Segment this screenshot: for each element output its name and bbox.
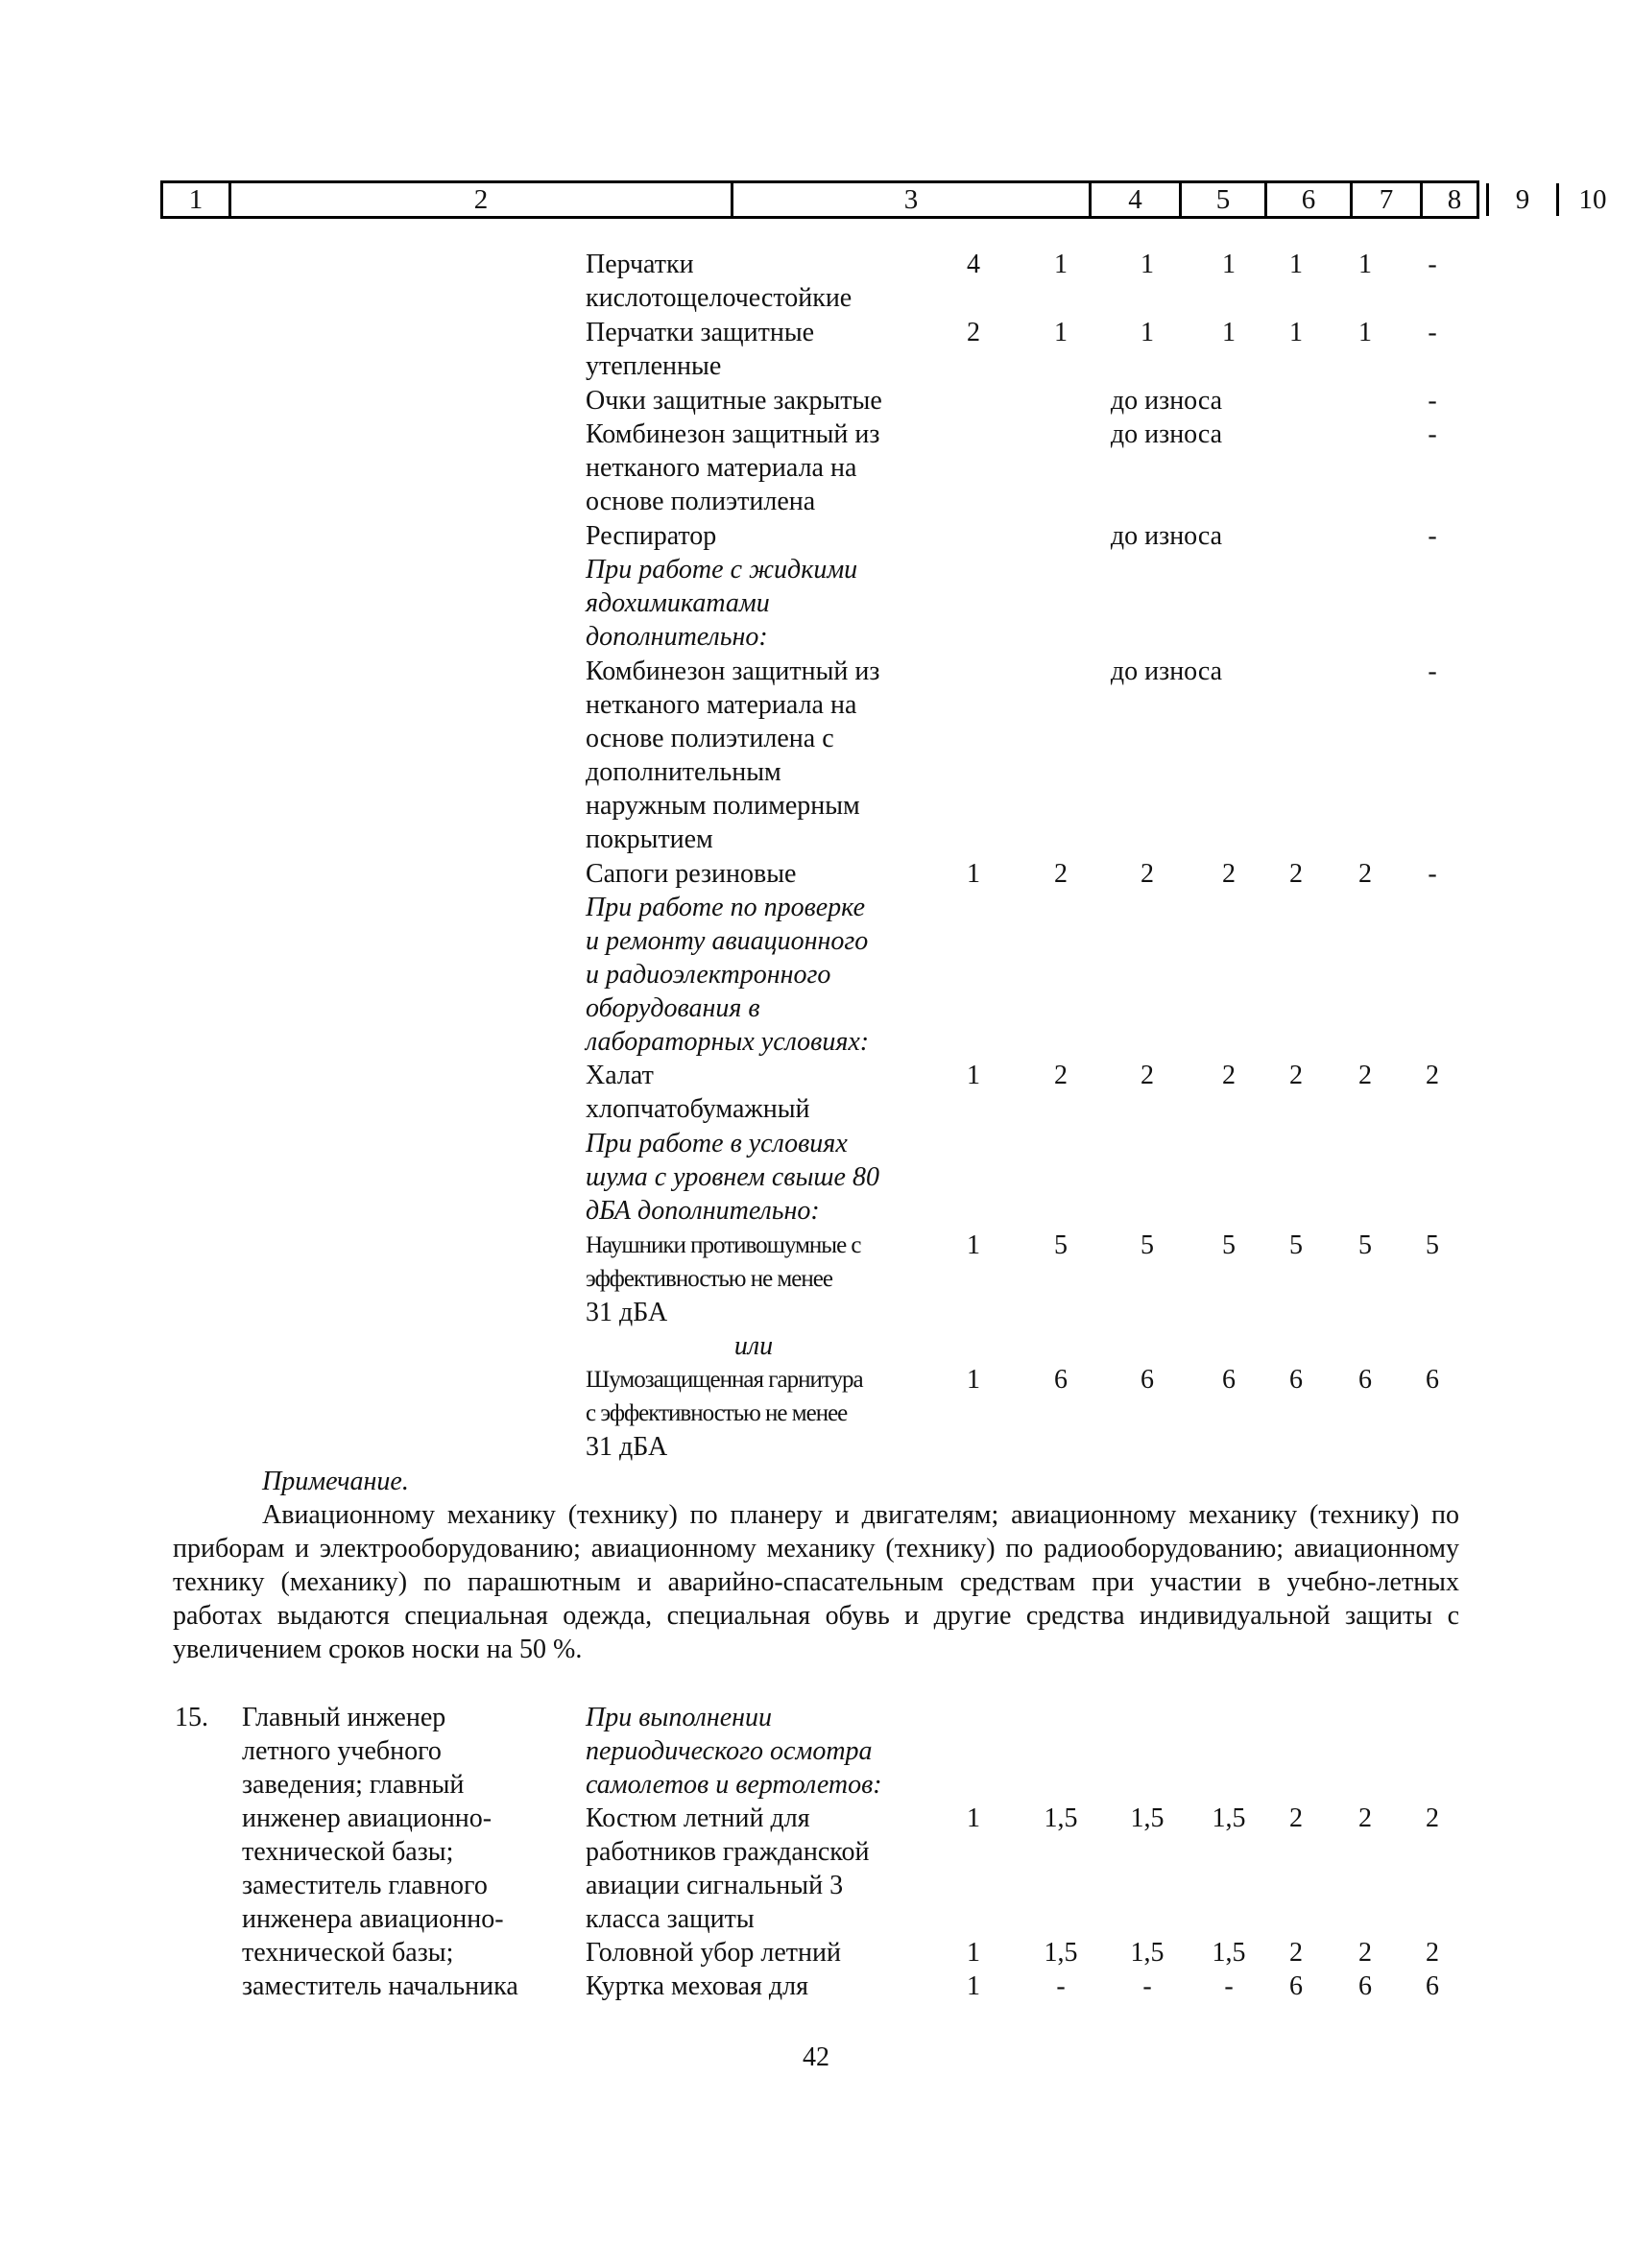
cell-value: 2 — [1358, 1061, 1372, 1090]
cell-value: 1,5 — [1044, 1803, 1078, 1833]
cell-value: 1,5 — [1130, 1938, 1165, 1968]
cell-value: 2 — [1358, 859, 1372, 889]
cell-value: 2 — [1426, 1938, 1439, 1968]
header-col-9: 9 — [1515, 184, 1530, 215]
cell-value: 2 — [1289, 1061, 1303, 1090]
cell-value: 2 — [1289, 1938, 1303, 1968]
item-name: Халат — [586, 1061, 654, 1090]
cell-value: 6 — [1289, 1971, 1303, 2001]
condition-text: дополнительно: — [586, 622, 768, 652]
position-text: летного учебного — [242, 1736, 442, 1766]
position-text: Главный инженер — [242, 1703, 446, 1732]
page-number: 42 — [803, 2042, 829, 2072]
cell-value: 6 — [1054, 1365, 1068, 1395]
cell-value: 1 — [1054, 250, 1068, 279]
cell-value: 2 — [1141, 859, 1154, 889]
cell-value: 2 — [1289, 1803, 1303, 1833]
condition-text: При работе в условиях — [586, 1129, 848, 1158]
cell-value: 1 — [1289, 250, 1303, 279]
cell-value: 1 — [967, 859, 980, 889]
cell-value: 1 — [967, 1803, 980, 1833]
cell-value: 1,5 — [1130, 1803, 1165, 1833]
cell-value: 1 — [1222, 318, 1236, 347]
position-text: технической базы; — [242, 1938, 454, 1968]
position-text: инженер авиационно- — [242, 1803, 492, 1833]
condition-text: При работе с жидкими — [586, 555, 858, 585]
item-name: Шумозащищенная гарнитура — [586, 1367, 863, 1393]
condition-text: оборудования в — [586, 993, 760, 1023]
item-name: Очки защитные закрытые — [586, 386, 882, 416]
cell-value: 2 — [1054, 1061, 1068, 1090]
cell-value: 2 — [1358, 1803, 1372, 1833]
position-text: заместитель начальника — [242, 1971, 518, 2001]
or-separator: или — [733, 1331, 774, 1361]
cell-value: 1 — [967, 1230, 980, 1260]
header-col-7: 7 — [1379, 184, 1394, 215]
item-name: покрытием — [586, 824, 713, 854]
cell-value: 1 — [1358, 250, 1372, 279]
cell-value: - — [1428, 419, 1437, 449]
condition-text: При выполнении — [586, 1703, 773, 1732]
cell-value: 1,5 — [1044, 1938, 1078, 1968]
cell-value: 5 — [1054, 1230, 1068, 1260]
cell-value: 1 — [967, 1938, 980, 1968]
header-col-5: 5 — [1215, 184, 1231, 215]
cell-value: 1 — [1141, 318, 1154, 347]
item-name: 31 дБА — [586, 1298, 668, 1327]
item-name: Куртка меховая для — [586, 1971, 809, 2001]
item-name: Комбинезон защитный из — [586, 419, 880, 449]
position-text: заместитель главного — [242, 1871, 488, 1900]
item-name: основе полиэтилена с — [586, 724, 834, 753]
header-col-10: 10 — [1578, 184, 1607, 215]
item-name: Комбинезон защитный из — [586, 657, 880, 686]
cell-value: 2 — [1358, 1938, 1372, 1968]
header-col-3: 3 — [903, 184, 919, 215]
position-text: инженера авиационно- — [242, 1904, 504, 1934]
item-name: с эффективностью не менее — [586, 1400, 848, 1426]
item-name: утепленные — [586, 351, 722, 381]
note-text: Авиационному механику (технику) по планеру и двигателям; авиационному механику (технику) по приборам и электрооборудованию; авиационному механику (технику) по радиооборудованию; авиационному технику (механику) по парашютным и аварийно-спасательным средствам при участии в учебно-летных работах выдаются специальная одежда, специальная обувь и другие средства индивидуальной защиты с увеличением сроков носки на 50 %. — [173, 1500, 1459, 1664]
cell-value: - — [1224, 1971, 1234, 2001]
cell-value: - — [1428, 859, 1437, 889]
cell-value: 6 — [1426, 1971, 1439, 2001]
item-name: нетканого материала на — [586, 690, 857, 720]
cell-value: 5 — [1222, 1230, 1236, 1260]
item-name: хлопчатобумажный — [586, 1094, 810, 1124]
cell-value: 2 — [1141, 1061, 1154, 1090]
cell-value: 1 — [967, 1061, 980, 1090]
cell-value: - — [1428, 521, 1437, 551]
item-name: класса защиты — [586, 1904, 755, 1934]
cell-value: 1 — [1141, 250, 1154, 279]
condition-text: шума с уровнем свыше 80 — [586, 1162, 879, 1192]
cell-value: 5 — [1141, 1230, 1154, 1260]
cell-value: - — [1142, 1971, 1152, 2001]
header-col-4: 4 — [1128, 184, 1142, 215]
condition-text: ядохимикатами — [586, 588, 770, 618]
item-name: Перчатки защитные — [586, 318, 815, 347]
cell-value: 2 — [1289, 859, 1303, 889]
cell-value: - — [1428, 318, 1437, 347]
cell-value: - — [1428, 657, 1437, 686]
item-name: основе полиэтилена — [586, 487, 816, 516]
header-col-6: 6 — [1301, 184, 1316, 215]
item-name: 31 дБА — [586, 1432, 668, 1462]
item-name: Наушники противошумные с — [586, 1232, 861, 1258]
cell-value: 6 — [1141, 1365, 1154, 1395]
cell-value: 1,5 — [1212, 1803, 1246, 1833]
cell-value: 1 — [1358, 318, 1372, 347]
item-name: Костюм летний для — [586, 1803, 810, 1833]
row-number: 15. — [175, 1703, 208, 1732]
item-name: Сапоги резиновые — [586, 859, 797, 889]
header-col-1: 1 — [188, 184, 204, 215]
item-name: нетканого материала на — [586, 453, 857, 483]
wear-period: до износа — [1110, 386, 1223, 416]
condition-text: и радиоэлектронного — [586, 960, 831, 990]
cell-value: 5 — [1426, 1230, 1439, 1260]
item-name: авиации сигнальный 3 — [586, 1871, 844, 1900]
note-title: Примечание. — [262, 1467, 409, 1496]
cell-value: 1 — [967, 1365, 980, 1395]
wear-period: до износа — [1110, 521, 1223, 551]
cell-value: 1 — [967, 1971, 980, 2001]
item-name: работников гражданской — [586, 1837, 870, 1867]
condition-text: периодического осмотра — [586, 1736, 873, 1766]
cell-value: - — [1428, 386, 1437, 416]
condition-text: лабораторных условиях: — [586, 1027, 870, 1057]
cell-value: 2 — [1222, 859, 1236, 889]
header-col-8: 8 — [1447, 184, 1462, 215]
cell-value: 2 — [1054, 859, 1068, 889]
item-name: эффективностью не менее — [586, 1266, 832, 1292]
item-name: Перчатки — [586, 250, 694, 279]
cell-value: 2 — [1426, 1061, 1439, 1090]
condition-text: дБА дополнительно: — [586, 1196, 820, 1226]
wear-period: до износа — [1110, 419, 1223, 449]
position-text: технической базы; — [242, 1837, 454, 1867]
cell-value: 5 — [1289, 1230, 1303, 1260]
cell-value: - — [1428, 250, 1437, 279]
cell-value: 1 — [1054, 318, 1068, 347]
cell-value: 1,5 — [1212, 1938, 1246, 1968]
cell-value: 6 — [1426, 1365, 1439, 1395]
wear-period: до износа — [1110, 657, 1223, 686]
item-name: наружным полимерным — [586, 791, 860, 821]
cell-value: 5 — [1358, 1230, 1372, 1260]
item-name: Респиратор — [586, 521, 717, 551]
item-name: кислотощелочестойкие — [586, 283, 853, 313]
cell-value: 2 — [967, 318, 980, 347]
cell-value: 6 — [1358, 1365, 1372, 1395]
position-text: заведения; главный — [242, 1770, 465, 1800]
cell-value: 2 — [1426, 1803, 1439, 1833]
cell-value: 1 — [1222, 250, 1236, 279]
condition-text: самолетов и вертолетов: — [586, 1770, 882, 1800]
cell-value: 6 — [1289, 1365, 1303, 1395]
cell-value: 4 — [967, 250, 980, 279]
cell-value: 6 — [1358, 1971, 1372, 2001]
item-name: дополнительным — [586, 757, 781, 787]
header-row — [160, 180, 1607, 219]
condition-text: При работе по проверке — [586, 893, 865, 922]
cell-value: 2 — [1222, 1061, 1236, 1090]
item-name: Головной убор летний — [586, 1938, 841, 1968]
cell-value: - — [1056, 1971, 1066, 2001]
header-col-2: 2 — [473, 184, 489, 215]
cell-value: 6 — [1222, 1365, 1236, 1395]
cell-value: 1 — [1289, 318, 1303, 347]
condition-text: и ремонту авиационного — [586, 926, 869, 956]
